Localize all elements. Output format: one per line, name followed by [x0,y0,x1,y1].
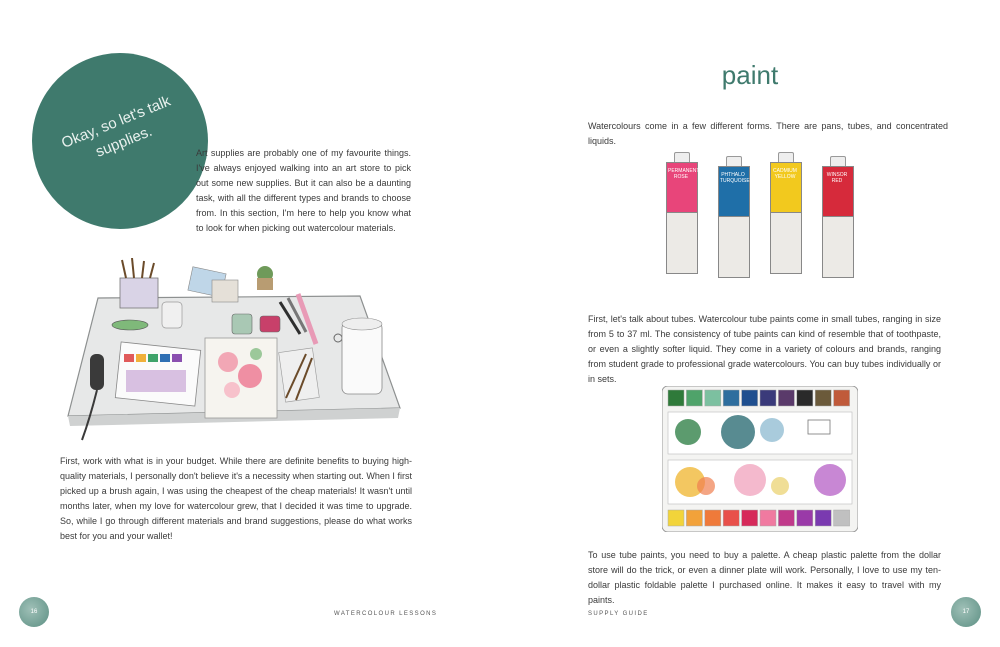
paint-well [742,510,758,526]
right-page [500,0,1000,647]
paint-well [778,390,794,406]
paint-well [797,390,813,406]
paint-well [778,510,794,526]
paint-well [686,510,702,526]
paint-well [723,390,739,406]
callout-circle [32,53,208,229]
paint-tube [768,152,802,276]
callout-text: Okay, so let's talk supplies. [59,92,174,161]
tubes-paragraph: First, let's talk about tubes. Watercolour tube paints come in small tubes, ranging in size from 5 to 37 ml. The consistency of tube paints can kind of resemble that of toothpaste, or even a slightly softer liquid. They come in a variety of colours and brands, ranging from student grade to professional grade watercolours. You can buy tubes individually or in sets. [588,314,941,384]
intro-paragraph: Art supplies are probably one of my favourite things. I've always enjoyed walking into an art store to pick out some new supplies. But it can also be a daunting task, with all the different types and brands to choose from. In this section, I'm here to help you know what to look for when picking out watercolour materials. [196,148,411,233]
section-title: paint [721,60,779,90]
tube-label: WINSOR RED [826,172,848,184]
palette-illustration [662,386,858,532]
paint-well [723,510,739,526]
budget-paragraph: First, work with what is in your budget. While there are definite benefits to buying high-quality materials, I personally don't believe it's a necessity when starting out. When I first picked up a brush again, I was using the cheapest of the cheap materials! It wasn't until months later, when my love for watercolour grew, that I decided it was time to upgrade. So, while I go through different materials and brand suggestions, please do what works best for you and your wallet! [60,456,412,541]
paint-tube [664,152,698,276]
paint-tube [820,156,854,280]
paint-well [742,390,758,406]
page-number-right: 17 [951,597,981,627]
palette-paragraph: To use tube paints, you need to buy a palette. A cheap plastic palette from the dollar store will do the trick, or even a dinner plate will work. Personally, I love to use my ten-dollar plastic foldable palette I purchased online. It makes it easy to travel with my paints. [588,550,941,605]
paint-well [815,390,831,406]
paint-well [834,390,850,406]
page-number-left: 16 [19,597,49,627]
lead-paragraph: Watercolours come in a few different forms. There are pans, tubes, and concentrated liquids. [588,121,948,146]
footer-right: SUPPLY GUIDE [588,611,649,617]
paint-well [705,510,721,526]
tube-label: PHTHALO TURQUOISE [720,172,750,184]
paint-well [668,390,684,406]
paint-well [668,510,684,526]
paint-well [815,510,831,526]
paint-tube [716,156,750,280]
tube-label: PERMANENT ROSE [668,168,700,180]
paint-well [834,510,850,526]
tube-label: CADMIUM YELLOW [773,168,797,180]
paint-well [705,390,721,406]
tubes-illustration [664,152,864,284]
paint-well [797,510,813,526]
paint-well [686,390,702,406]
paint-well [760,390,776,406]
paint-well [760,510,776,526]
supplies-illustration [60,258,415,443]
footer-left: WATERCOLOUR LESSONS [334,611,438,617]
